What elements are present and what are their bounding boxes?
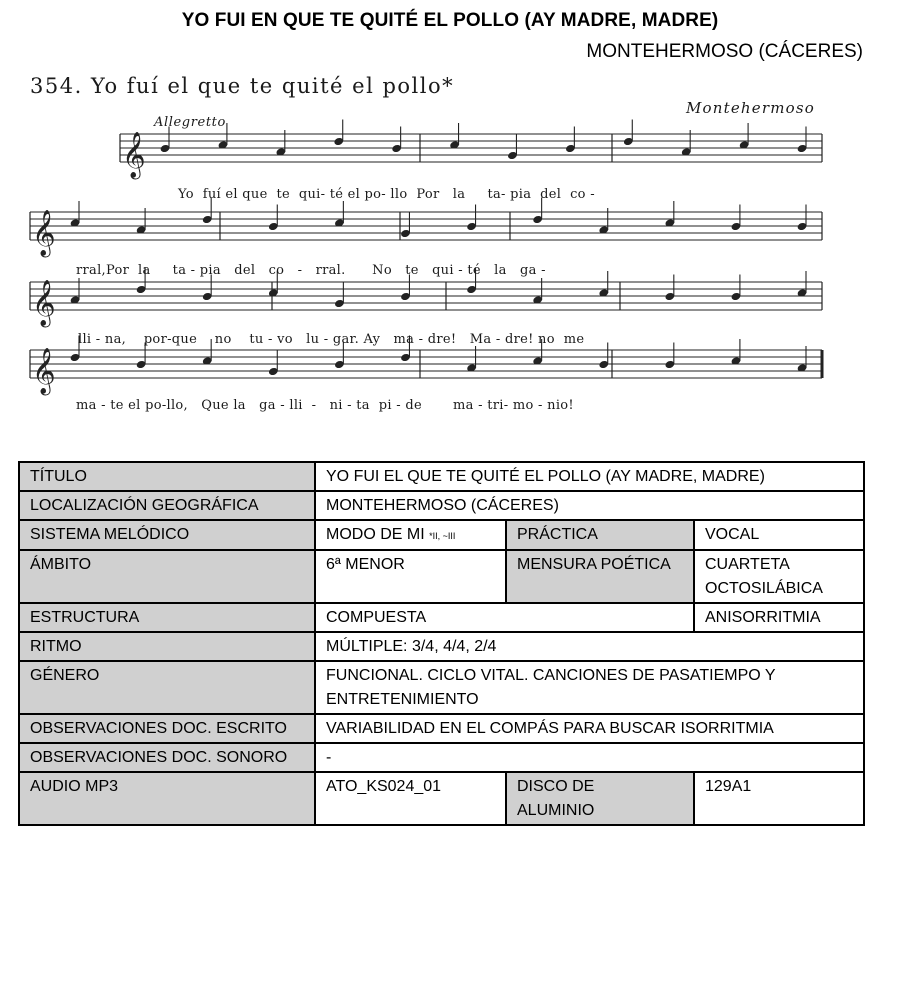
- label-audio: AUDIO MP3: [19, 772, 315, 825]
- score-place: Montehermoso: [685, 99, 815, 117]
- value-sistema: [315, 520, 506, 550]
- row-ritmo: [19, 632, 864, 661]
- treble-clef: 𝄞: [32, 280, 56, 326]
- label-titulo: TÍTULO: [19, 462, 315, 491]
- label-disco-line1: DISCO DE: [517, 778, 595, 795]
- treble-clef: 𝄞: [32, 210, 56, 256]
- value-titulo: YO FUI EL QUE TE QUITÉ EL POLLO (AY MADRE, MADRE): [315, 462, 864, 491]
- value-audio: ATO_KS024_01: [315, 772, 506, 825]
- value-disco: 129A1: [694, 772, 864, 825]
- value-mensura-line1: CUARTETA: [705, 556, 790, 573]
- label-estructura: ESTRUCTURA: [19, 603, 315, 632]
- value-localizacion: MONTEHERMOSO (CÁCERES): [315, 491, 864, 520]
- label-sistema: SISTEMA MELÓDICO: [19, 520, 315, 550]
- row-estructura: [19, 603, 864, 632]
- value-sistema-note: *II, ~III: [429, 531, 456, 541]
- treble-clef: 𝄞: [32, 348, 56, 394]
- value-estructura-2: ANISORRITMIA: [694, 603, 864, 632]
- lyrics-line-4: ma - te el po-llo, Que la ga - lli - ni - ta pi - de ma - tri- mo - nio!: [76, 398, 574, 413]
- row-ambito: [19, 550, 864, 603]
- value-practica: VOCAL: [694, 520, 864, 550]
- value-ritmo: MÚLTIPLE: 3/4, 4/4, 2/4: [315, 632, 864, 661]
- label-ambito: ÁMBITO: [19, 550, 315, 603]
- document-title: YO FUI EN QUE TE QUITÉ EL POLLO (AY MADRE, MADRE): [181, 10, 719, 31]
- label-disco: [506, 772, 694, 825]
- document-subtitle: MONTEHERMOSO (CÁCERES): [586, 41, 863, 62]
- value-obs-sonoro: -: [315, 743, 864, 772]
- treble-clef: 𝄞: [122, 132, 146, 178]
- row-audio: [19, 772, 864, 825]
- value-genero: [315, 661, 864, 714]
- metadata-table: [18, 461, 865, 826]
- value-mensura: [694, 550, 864, 603]
- value-sistema-text: MODO DE MI: [326, 526, 425, 543]
- score-tempo: Allegretto: [154, 115, 226, 130]
- value-obs-escrito: VARIABILIDAD EN EL COMPÁS PARA BUSCAR ISORRITMIA: [315, 714, 864, 743]
- value-ambito: 6ª MENOR: [315, 550, 506, 603]
- lyrics-line-3: lli - na, por-que no tu - vo lu - gar. Ay ma - dre! Ma - dre! no me: [78, 332, 585, 347]
- lyrics-line-1: Yo fuí el que te qui- té el po- llo Por la ta- pia del co -: [178, 187, 595, 202]
- label-mensura: MENSURA POÉTICA: [506, 550, 694, 603]
- row-genero: [19, 661, 864, 714]
- music-score: [0, 70, 900, 430]
- row-titulo: [19, 462, 864, 491]
- value-genero-line2: ENTRETENIMIENTO: [326, 691, 479, 708]
- value-mensura-line2: OCTOSILÁBICA: [705, 580, 823, 597]
- row-obs-sonoro: [19, 743, 864, 772]
- row-sistema: [19, 520, 864, 550]
- row-localizacion: [19, 491, 864, 520]
- label-practica: PRÁCTICA: [506, 520, 694, 550]
- score-staves: [0, 70, 900, 430]
- label-genero: GÉNERO: [19, 661, 315, 714]
- value-genero-line1: FUNCIONAL. CICLO VITAL. CANCIONES DE PASATIEMPO Y: [326, 667, 776, 684]
- label-disco-line2: ALUMINIO: [517, 802, 595, 819]
- label-ritmo: RITMO: [19, 632, 315, 661]
- label-obs-escrito: OBSERVACIONES DOC. ESCRITO: [19, 714, 315, 743]
- row-obs-escrito: [19, 714, 864, 743]
- score-heading: 354. Yo fuí el que te quité el pollo*: [30, 74, 455, 98]
- label-localizacion: LOCALIZACIÓN GEOGRÁFICA: [19, 491, 315, 520]
- value-estructura: COMPUESTA: [315, 603, 694, 632]
- label-obs-sonoro: OBSERVACIONES DOC. SONORO: [19, 743, 315, 772]
- lyrics-line-2: rral,Por la ta - pia del co - rral. No te qui - té la ga -: [76, 263, 546, 278]
